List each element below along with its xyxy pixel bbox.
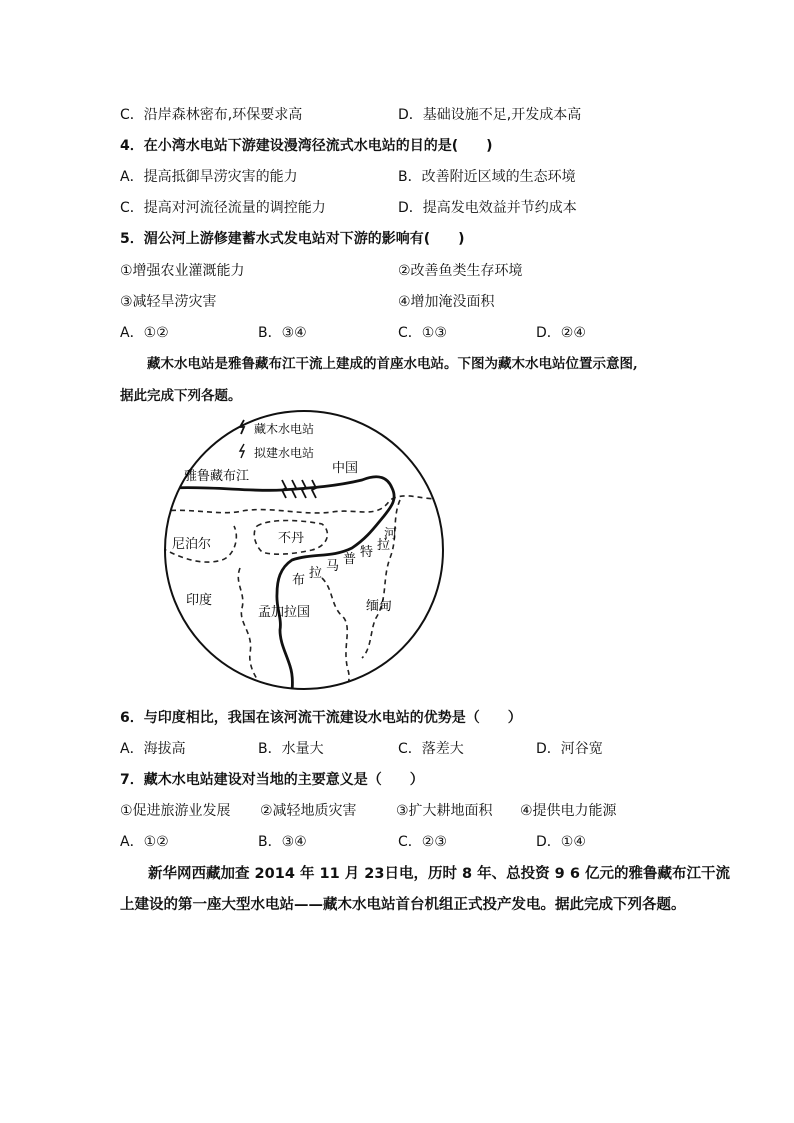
label-nepal: 尼泊尔 (172, 537, 212, 552)
q7-option-a: A．①② (120, 834, 169, 850)
q5-option-b: B．③④ (258, 325, 307, 341)
q5-statement-3: ③减轻旱涝灾害 (120, 294, 217, 310)
q5-statement-2: ②改善鱼类生存环境 (398, 263, 523, 279)
border-bangladesh-west (238, 568, 266, 692)
q4-option-a: A．提高抵御旱涝灾害的能力 (120, 169, 298, 185)
river-yarlung-tsangpo (172, 477, 394, 692)
label-china: 中国 (332, 461, 359, 476)
q7-statement-1: ①促进旅游业发展 (120, 803, 231, 819)
q4-option-b: B．改善附近区域的生态环境 (398, 169, 576, 185)
q6-option-a: A．海拔高 (120, 741, 186, 757)
q7-stem: 7．藏木水电站建设对当地的主要意义是（ ） (120, 772, 424, 788)
q5-option-a: A．①② (120, 325, 169, 341)
q6-stem: 6．与印度相比，我国在该河流干流建设水电站的优势是（ ） (120, 710, 522, 726)
label-bangladesh: 孟加拉国 (258, 605, 311, 620)
q4-option-d: D．提高发电效益并节约成本 (398, 200, 577, 216)
label-brahmaputra-char: 布 (292, 573, 306, 588)
border-myanmar (362, 500, 400, 658)
intro1-line2: 据此完成下列各题。 (120, 388, 242, 404)
label-river-end: 河 (384, 527, 398, 542)
q5-statement-1: ①增强农业灌溉能力 (120, 263, 245, 279)
q7-option-b: B．③④ (258, 834, 307, 850)
intro1-line1: 藏木水电站是雅鲁藏布江干流上建成的首座水电站。下图为藏木水电站位置示意图, (147, 356, 638, 372)
intro2-line1: 新华网西藏加查 2014 年 11 月 23日电，历时 8 年、总投资 9 6 亿元的雅鲁藏布江干流 (148, 866, 730, 882)
built-station-icon (240, 420, 244, 434)
planned-station-icon (240, 444, 244, 458)
border-bangladesh-east (322, 578, 349, 692)
q6-option-d: D．河谷宽 (536, 741, 603, 757)
label-bhutan: 不丹 (278, 531, 305, 546)
legend (240, 420, 314, 460)
q5-option-d: D．②④ (536, 325, 586, 341)
q3-option-c: C．沿岸森林密布,环保要求高 (120, 107, 303, 123)
label-yarlung-tsangpo: 雅鲁藏布江 (184, 469, 250, 484)
label-india: 印度 (186, 593, 213, 608)
label-brahmaputra-char: 马 (326, 559, 340, 574)
label-myanmar: 缅甸 (366, 599, 393, 614)
location-map (162, 408, 446, 692)
q7-statement-2: ②减轻地质灾害 (260, 803, 357, 819)
intro2-line2: 上建设的第一座大型水电站——藏木水电站首台机组正式投产发电。据此完成下列各题。 (120, 897, 686, 913)
q4-option-c: C．提高对河流径流量的调控能力 (120, 200, 326, 216)
q7-statement-3: ③扩大耕地面积 (396, 803, 493, 819)
q5-statement-4: ④增加淹没面积 (398, 294, 495, 310)
legend-built: 藏木水电站 (254, 422, 315, 436)
border-china (162, 496, 446, 513)
q3-option-d: D．基础设施不足,开发成本高 (398, 107, 582, 123)
q4-stem: 4．在小湾水电站下游建设漫湾径流式水电站的目的是( ) (120, 138, 493, 154)
q6-option-b: B．水量大 (258, 741, 324, 757)
q5-stem: 5．湄公河上游修建蓄水式发电站对下游的影响有( ) (120, 231, 465, 247)
q7-statement-4: ④提供电力能源 (520, 803, 617, 819)
q7-option-c: C．②③ (398, 834, 447, 850)
label-brahmaputra-char: 特 (360, 545, 374, 560)
q6-option-c: C．落差大 (398, 741, 464, 757)
label-brahmaputra-char: 普 (343, 552, 357, 567)
label-brahmaputra-char: 拉 (377, 538, 391, 553)
legend-planned: 拟建水电站 (254, 446, 315, 460)
q7-option-d: D．①④ (536, 834, 586, 850)
label-brahmaputra (292, 537, 390, 588)
label-brahmaputra-char: 拉 (309, 566, 323, 581)
q5-option-c: C．①③ (398, 325, 447, 341)
